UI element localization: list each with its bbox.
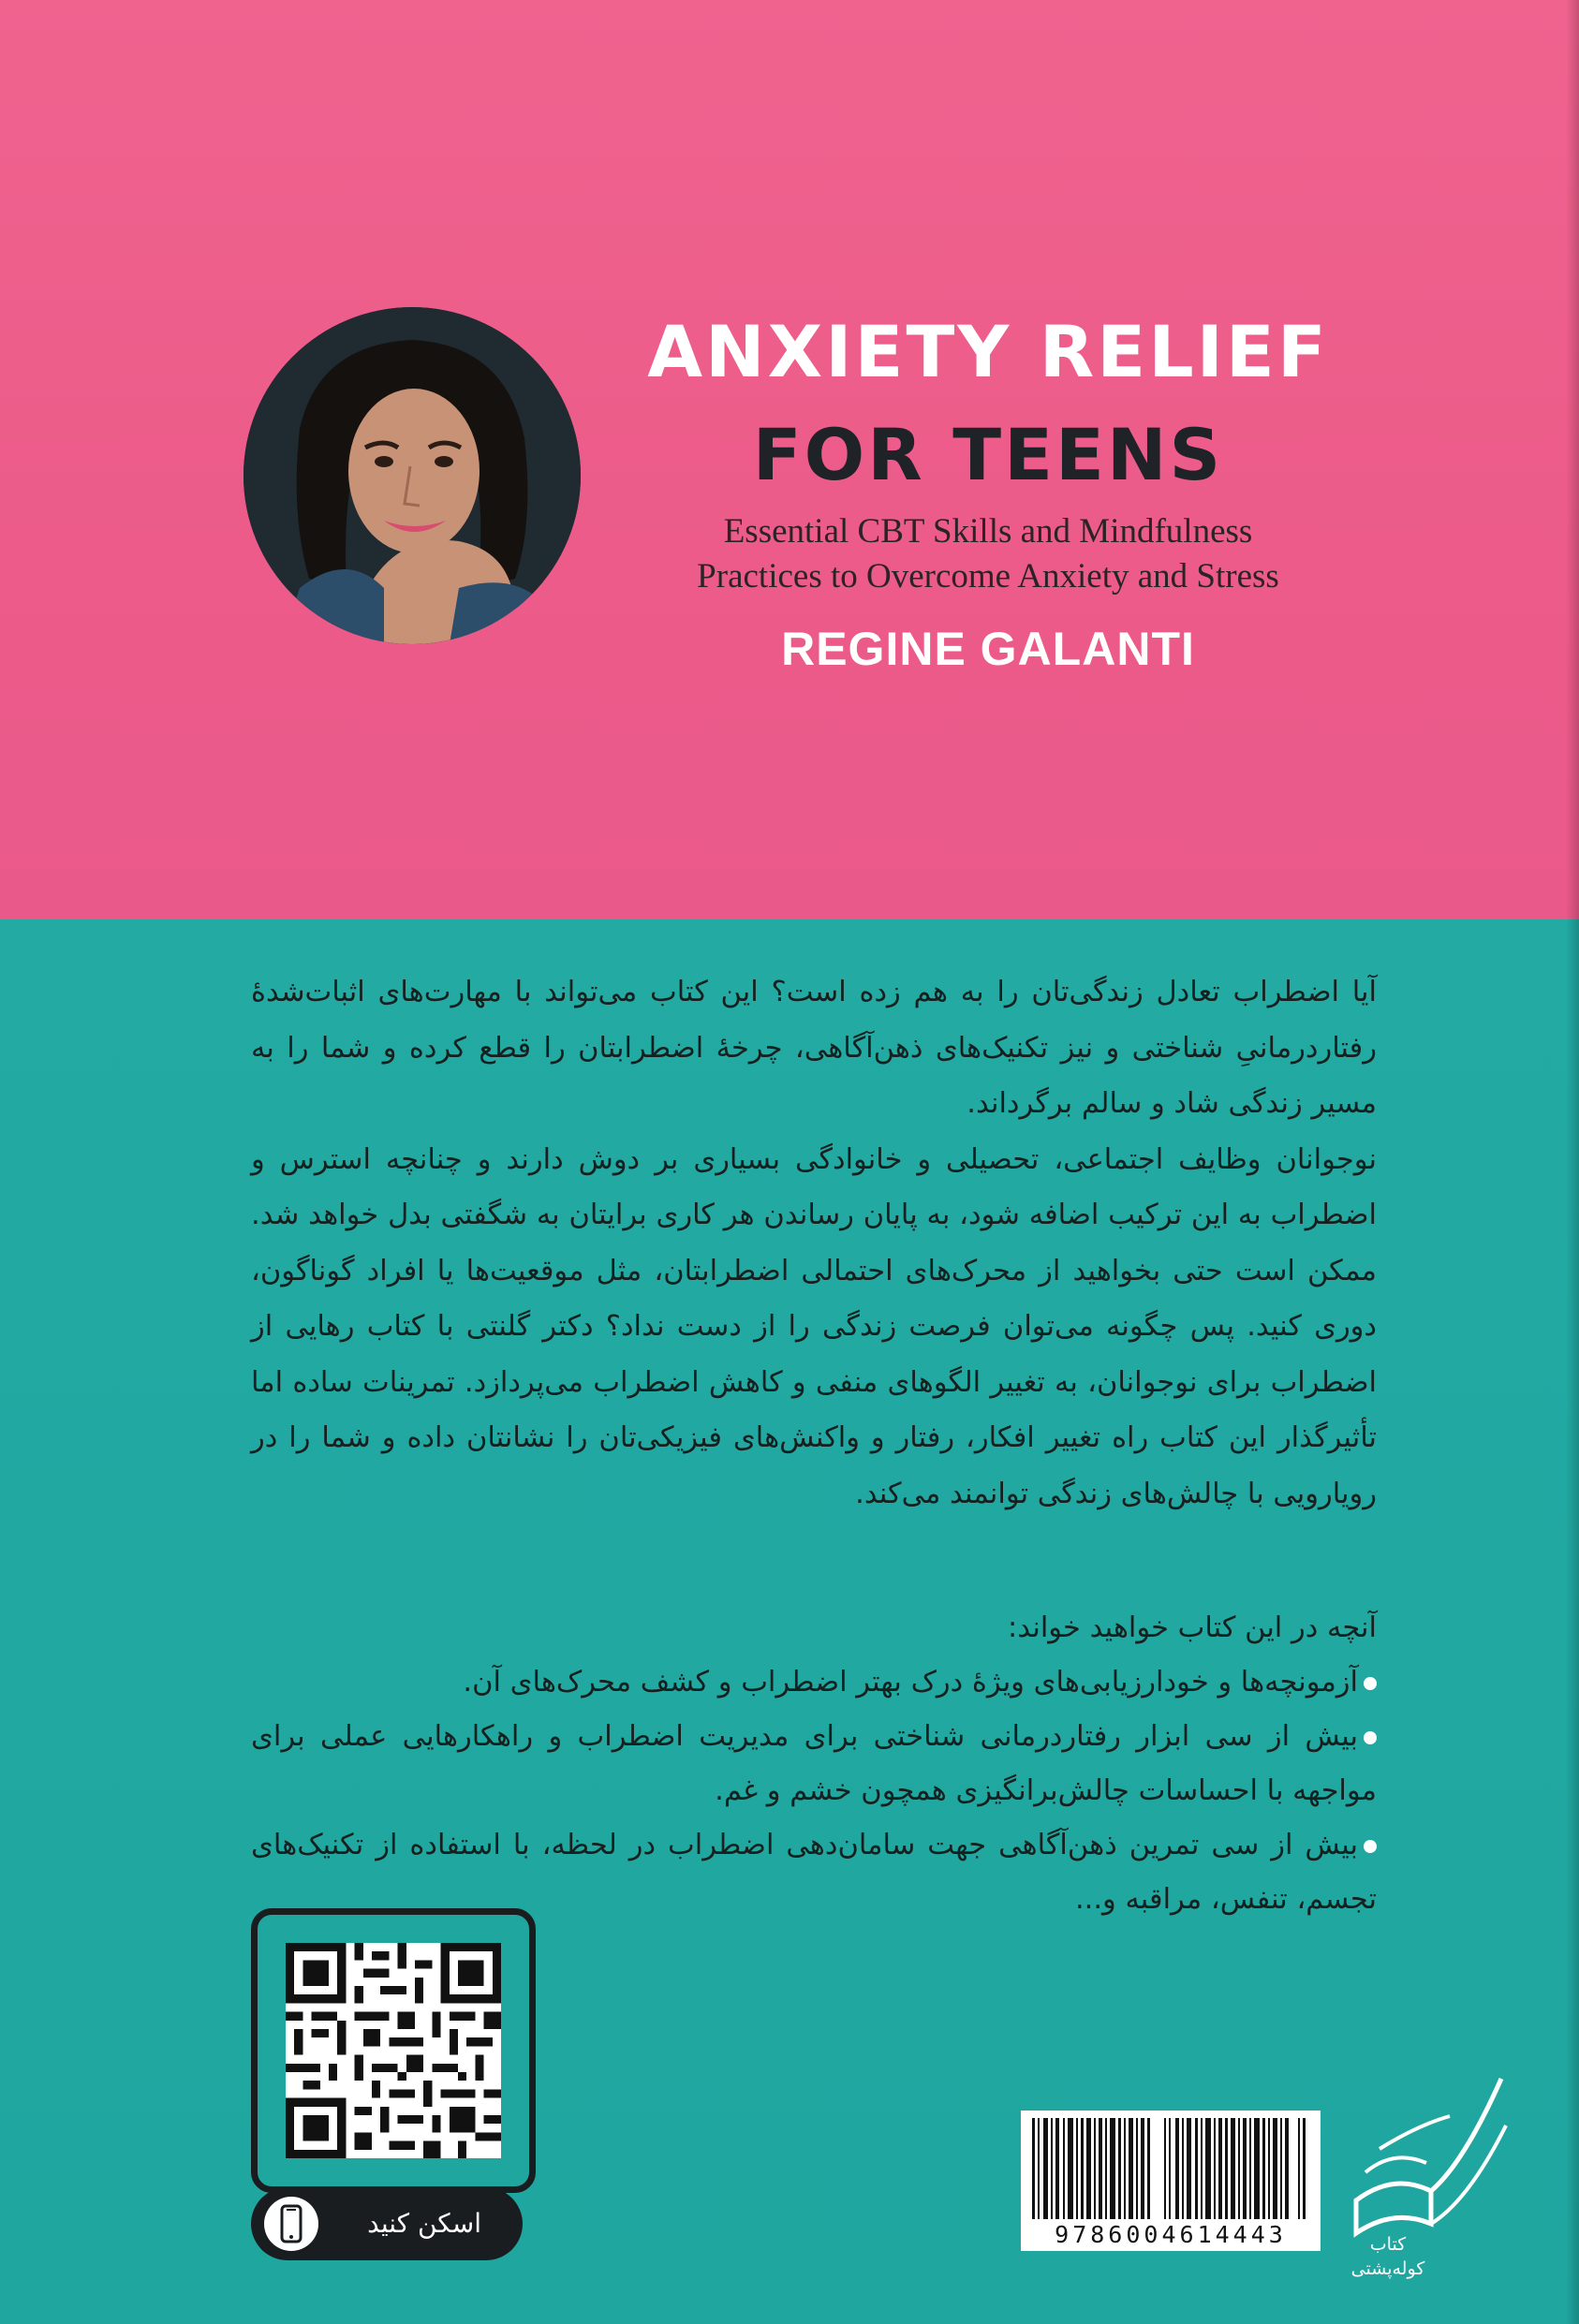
- author-portrait-icon: [243, 307, 581, 644]
- contents-heading: آنچه در این کتاب خواهید خواند:: [1008, 1611, 1377, 1644]
- qr-code[interactable]: [286, 1943, 501, 2158]
- qr-code-card[interactable]: [251, 1908, 536, 2193]
- subtitle-line-1: Essential CBT Skills and Mindfulness: [723, 512, 1253, 551]
- list-item-text: آزمونچه‌ها و خودارزیابی‌های ویژهٔ درک بهتر اضطراب و کشف محرک‌های آن.: [463, 1666, 1358, 1699]
- phone-icon-glyph: [264, 2197, 318, 2251]
- bullet-icon: [1364, 1731, 1377, 1744]
- bullet-icon: [1364, 1677, 1377, 1690]
- bullet-icon: [1364, 1840, 1377, 1853]
- book-title-line-2: FOR TEENS: [752, 413, 1224, 496]
- list-item-text: بیش از سی تمرین ذهن‌آگاهی جهت سامان‌دهی اضطراب در لحظه، با استفاده از تکنیک‌های تجسم، تنفس، مراقبه و...: [251, 1829, 1377, 1916]
- book-logo-icon: [1328, 2060, 1515, 2257]
- author-photo: [243, 307, 581, 644]
- description-paragraph-2: نوجوانان وظایف اجتماعی، تحصیلی و خانوادگی بسیاری بر دوش دارند و چنانچه استرس و اضطراب به این ترکیب اضافه شود، به پایان رساندن هر کاری برایتان به شگفتی بدل خواهد شد. ممکن است حتی بخواهید از محرک‌های احتمالی اضطرابتان، مثل موقعیت‌ها یا افراد گوناگون، دوری کنید. پس چگونه می‌توان فرصت زندگی را از دست نداد؟ دکتر گلنتی با کتاب رهایی از اضطراب برای نوجوانان، به تغییر الگوهای منفی و کاهش اضطراب می‌پردازد. تمرینات ساده اما تأثیرگذار این کتاب راه تغییر افکار، رفتار و واکنش‌های فیزیکی‌تان را نشانتان داده و شما را در رویارویی با چالش‌های زندگی توانمند می‌کند.: [251, 1142, 1377, 1510]
- contents-list: [251, 1655, 1377, 1927]
- isbn-number: 9786004614443: [1021, 2219, 1321, 2251]
- author-name: REGINE GALANTI: [781, 623, 1195, 675]
- list-item: [251, 1655, 1377, 1710]
- contents-section: [251, 1601, 1377, 1927]
- qr-code-icon: [286, 1943, 501, 2158]
- scan-button[interactable]: [251, 2187, 523, 2260]
- list-item-text: بیش از سی ابزار رفتاردرمانی شناختی برای مدیریت اضطراب و راهکارهایی عملی برای مواجهه با احساسات چالش‌برانگیزی همچون خشم و غم.: [251, 1720, 1377, 1807]
- spine-edge: [1566, 0, 1579, 2324]
- scan-label: اسکن کنید: [367, 2208, 481, 2239]
- book-description: [251, 964, 1377, 1522]
- phone-icon: [264, 2197, 318, 2251]
- book-subtitle: [599, 509, 1377, 599]
- list-item: [251, 1710, 1377, 1818]
- book-title-line-1: ANXIETY RELIEF: [647, 310, 1329, 393]
- publisher-name: کتاب کوله‌پشتی: [1350, 2234, 1425, 2279]
- description-paragraph-1: آیا اضطراب تعادل زندگی‌تان را به هم زده است؟ این کتاب می‌تواند با مهارت‌های اثبات‌شدهٔ رفتاردرمانیِ شناختی و نیز تکنیک‌های ذهن‌آگاهی، چرخهٔ اضطرابتان را قطع کرده و شما را به مسیر زندگی شاد و سالم برگرداند.: [251, 976, 1377, 1120]
- subtitle-line-2: Practices to Overcome Anxiety and Stress: [697, 557, 1279, 596]
- publisher-logo-icon: [1328, 2060, 1515, 2257]
